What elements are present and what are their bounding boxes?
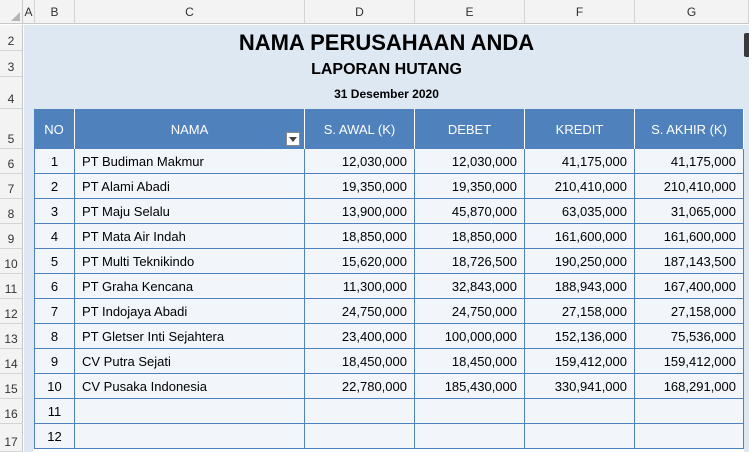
left-fill-column [24, 109, 34, 452]
cell-no[interactable]: 10 [34, 374, 75, 399]
column-header-f[interactable]: F [525, 0, 635, 24]
row-header-13[interactable]: 13 [0, 324, 23, 349]
row-header-6[interactable]: 6 [0, 149, 23, 174]
header-label-no: NO [44, 121, 64, 137]
chevron-down-icon [289, 137, 297, 142]
cell-no[interactable]: 7 [34, 299, 75, 324]
row-header-17[interactable]: 17 [0, 424, 23, 452]
row-header-5[interactable]: 5 [0, 109, 23, 149]
cell-nama[interactable]: PT Alami Abadi [75, 174, 305, 199]
column-header-c[interactable]: C [75, 0, 305, 24]
cell-no[interactable]: 4 [34, 224, 75, 249]
cell-kredit[interactable]: 161,600,000 [525, 224, 635, 249]
cell-awal[interactable]: 15,620,000 [305, 249, 415, 274]
column-header-e[interactable]: E [415, 0, 525, 24]
row-header-2[interactable]: 2 [0, 25, 23, 51]
row-header-12[interactable]: 12 [0, 299, 23, 324]
cell-akhir[interactable]: 159,412,000 [635, 349, 744, 374]
column-header-a[interactable]: A [23, 0, 35, 24]
row-header-16[interactable]: 16 [0, 399, 23, 424]
cell-kredit[interactable]: 190,250,000 [525, 249, 635, 274]
header-debet[interactable] [415, 109, 525, 149]
column-header-g[interactable]: G [635, 0, 749, 24]
cell-debet[interactable]: 18,450,000 [415, 349, 525, 374]
header-kredit[interactable] [525, 109, 635, 149]
report-date[interactable]: 31 Desember 2020 [334, 87, 439, 101]
cell-awal[interactable] [305, 424, 415, 449]
header-akhir[interactable] [635, 109, 744, 149]
cell-akhir[interactable]: 187,143,500 [635, 249, 744, 274]
report-subtitle[interactable]: LAPORAN HUTANG [311, 61, 462, 78]
header-label-kredit: KREDIT [555, 121, 604, 137]
cell-awal[interactable] [305, 399, 415, 424]
cell-debet[interactable]: 18,850,000 [415, 224, 525, 249]
cell-nama[interactable] [75, 424, 305, 449]
cell-no[interactable]: 8 [34, 324, 75, 349]
header-label-awal: S. AWAL (K) [323, 121, 396, 137]
column-header-d[interactable]: D [305, 0, 415, 24]
header-awal[interactable] [305, 109, 415, 149]
select-all-corner[interactable] [0, 0, 23, 24]
cell-kredit[interactable]: 41,175,000 [525, 149, 635, 174]
header-no[interactable] [34, 109, 75, 149]
cell-debet[interactable] [415, 399, 525, 424]
cell-nama[interactable]: PT Budiman Makmur [75, 149, 305, 174]
cell-awal[interactable]: 22,780,000 [305, 374, 415, 399]
row-header-10[interactable]: 10 [0, 249, 23, 274]
header-label-debet: DEBET [447, 121, 492, 137]
row-header-9[interactable]: 9 [0, 224, 23, 249]
cell-no[interactable]: 9 [34, 349, 75, 374]
cell-akhir[interactable]: 75,536,000 [635, 324, 744, 349]
cell-awal[interactable]: 23,400,000 [305, 324, 415, 349]
cell-debet[interactable]: 185,430,000 [415, 374, 525, 399]
cell-akhir[interactable]: 210,410,000 [635, 174, 744, 199]
cell-akhir[interactable] [635, 399, 744, 424]
cell-debet[interactable]: 19,350,000 [415, 174, 525, 199]
company-title[interactable]: NAMA PERUSAHAAN ANDA [238, 30, 535, 55]
cell-no[interactable]: 12 [34, 424, 75, 449]
cell-debet[interactable]: 45,870,000 [415, 199, 525, 224]
cell-kredit[interactable]: 159,412,000 [525, 349, 635, 374]
cell-debet[interactable]: 12,030,000 [415, 149, 525, 174]
cell-no[interactable]: 1 [34, 149, 75, 174]
header-nama[interactable] [75, 109, 305, 149]
cell-nama[interactable]: CV Putra Sejati [75, 349, 305, 374]
cell-kredit[interactable] [525, 424, 635, 449]
cell-akhir[interactable]: 31,065,000 [635, 199, 744, 224]
cell-awal[interactable]: 19,350,000 [305, 174, 415, 199]
cell-kredit[interactable]: 330,941,000 [525, 374, 635, 399]
cell-akhir[interactable]: 41,175,000 [635, 149, 744, 174]
cell-nama[interactable]: PT Gletser Inti Sejahtera [75, 324, 305, 349]
row-header-15[interactable]: 15 [0, 374, 23, 399]
cell-nama[interactable]: PT Multi Teknikindo [75, 249, 305, 274]
cell-kredit[interactable]: 27,158,000 [525, 299, 635, 324]
row-header-8[interactable]: 8 [0, 199, 23, 224]
row-header-11[interactable]: 11 [0, 274, 23, 299]
row-header-14[interactable]: 14 [0, 349, 23, 374]
cell-akhir[interactable]: 161,600,000 [635, 224, 744, 249]
cell-akhir[interactable]: 27,158,000 [635, 299, 744, 324]
cell-kredit[interactable]: 152,136,000 [525, 324, 635, 349]
cell-nama[interactable] [75, 399, 305, 424]
cell-nama[interactable]: PT Maju Selalu [75, 199, 305, 224]
cell-no[interactable]: 6 [34, 274, 75, 299]
select-all-triangle-icon [11, 12, 20, 21]
filter-dropdown-icon[interactable] [286, 132, 300, 146]
header-label-nama: NAMA [170, 121, 209, 137]
right-fill-column [744, 109, 749, 452]
cell-awal[interactable]: 24,750,000 [305, 299, 415, 324]
cell-debet[interactable] [415, 424, 525, 449]
cell-nama[interactable]: PT Mata Air Indah [75, 224, 305, 249]
cell-no[interactable]: 5 [34, 249, 75, 274]
cell-no[interactable]: 2 [34, 174, 75, 199]
cell-kredit[interactable]: 63,035,000 [525, 199, 635, 224]
cell-akhir[interactable] [635, 424, 744, 449]
cell-awal[interactable]: 12,030,000 [305, 149, 415, 174]
cell-akhir[interactable]: 167,400,000 [635, 274, 744, 299]
cell-awal[interactable]: 18,450,000 [305, 349, 415, 374]
row-header-4[interactable]: 4 [0, 77, 23, 109]
cell-no[interactable]: 11 [34, 399, 75, 424]
cell-no[interactable]: 3 [34, 199, 75, 224]
cell-kredit[interactable]: 210,410,000 [525, 174, 635, 199]
cell-debet[interactable]: 24,750,000 [415, 299, 525, 324]
header-label-akhir: S. AKHIR (K) [651, 121, 727, 137]
cell-debet[interactable]: 32,843,000 [415, 274, 525, 299]
cell-nama[interactable]: PT Graha Kencana [75, 274, 305, 299]
cell-kredit[interactable] [525, 399, 635, 424]
cell-nama[interactable]: CV Pusaka Indonesia [75, 374, 305, 399]
cell-nama[interactable]: PT Indojaya Abadi [75, 299, 305, 324]
row-header-7[interactable]: 7 [0, 174, 23, 199]
cell-akhir[interactable]: 168,291,000 [635, 374, 744, 399]
cell-kredit[interactable]: 188,943,000 [525, 274, 635, 299]
cell-awal[interactable]: 11,300,000 [305, 274, 415, 299]
cell-debet[interactable]: 100,000,000 [415, 324, 525, 349]
cell-debet[interactable]: 18,726,500 [415, 249, 525, 274]
cell-awal[interactable]: 18,850,000 [305, 224, 415, 249]
cell-awal[interactable]: 13,900,000 [305, 199, 415, 224]
column-header-b[interactable]: B [35, 0, 75, 24]
row-header-3[interactable]: 3 [0, 51, 23, 77]
